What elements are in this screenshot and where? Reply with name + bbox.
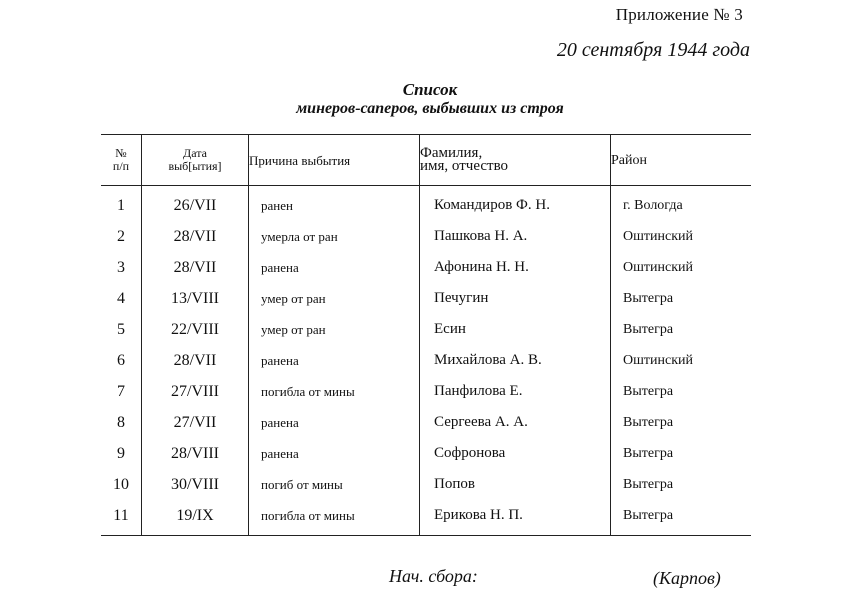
appendix-label: Приложение № 3 <box>615 5 743 24</box>
cell-number: 5 <box>117 320 125 338</box>
table-row <box>101 283 751 314</box>
table-row <box>101 252 751 283</box>
column-header-name: Фамилия, имя, отчество <box>420 135 611 186</box>
cell-reason: ранен <box>249 186 420 222</box>
cell-number: 7 <box>117 382 125 400</box>
table-row <box>101 500 751 536</box>
cell-district: Вытегра <box>611 314 752 345</box>
cell-district: г. Вологда <box>611 186 752 222</box>
document-date: 20 сентября 1944 года <box>556 39 750 61</box>
cell-date: 19/IX <box>142 500 249 536</box>
cell-name: Сергеева А. А. <box>420 407 611 438</box>
cell-reason: погиб от мины <box>249 469 420 500</box>
column-header-number: № п/п <box>101 135 142 186</box>
cell-district: Вытегра <box>611 407 752 438</box>
casualty-table <box>101 134 751 536</box>
cell-date: 27/VII <box>142 407 249 438</box>
cell-reason: ранена <box>249 438 420 469</box>
table-row <box>101 221 751 252</box>
cell-name: Попов <box>420 469 611 500</box>
cell-reason: ранена <box>249 407 420 438</box>
cell-name: Ерикова Н. П. <box>420 500 611 536</box>
cell-number: 9 <box>117 444 125 462</box>
table-row <box>101 345 751 376</box>
cell-name: Михайлова А. В. <box>420 345 611 376</box>
cell-date: 28/VII <box>142 252 249 283</box>
cell-reason: ранена <box>249 252 420 283</box>
cell-date: 30/VIII <box>142 469 249 500</box>
cell-name: Афонина Н. Н. <box>420 252 611 283</box>
cell-date: 28/VIII <box>142 438 249 469</box>
cell-name: Командиров Ф. Н. <box>420 186 611 222</box>
cell-reason: умер от ран <box>249 283 420 314</box>
cell-district: Вытегра <box>611 500 752 536</box>
table-row <box>101 438 751 469</box>
document-title <box>200 80 660 118</box>
cell-date: 22/VIII <box>142 314 249 345</box>
table-row <box>101 376 751 407</box>
casualty-table-wrap <box>101 134 747 536</box>
cell-date: 28/VII <box>142 221 249 252</box>
cell-name: Панфилова Е. <box>420 376 611 407</box>
table-row <box>101 469 751 500</box>
cell-number: 6 <box>117 351 125 369</box>
cell-district: Оштинский <box>611 221 752 252</box>
cell-name: Есин <box>420 314 611 345</box>
title-main: Список <box>402 80 458 99</box>
cell-number: 4 <box>117 289 125 307</box>
signature-position: Нач. сбора: <box>389 566 478 586</box>
title-subtitle: минеров-саперов, выбывших из строя <box>296 100 564 117</box>
cell-date: 27/VIII <box>142 376 249 407</box>
cell-reason: погибла от мины <box>249 376 420 407</box>
table-body <box>101 186 751 536</box>
cell-district: Оштинский <box>611 345 752 376</box>
cell-reason: умер от ран <box>249 314 420 345</box>
cell-reason: ранена <box>249 345 420 376</box>
signer-name: (Карпов) <box>653 568 721 588</box>
cell-district: Вытегра <box>611 438 752 469</box>
cell-number: 2 <box>117 227 125 245</box>
cell-number: 10 <box>113 475 129 493</box>
cell-district: Вытегра <box>611 283 752 314</box>
cell-number: 3 <box>117 258 125 276</box>
column-header-district: Район <box>611 135 752 186</box>
cell-district: Вытегра <box>611 376 752 407</box>
table-row <box>101 186 751 222</box>
table-header-row <box>101 135 751 186</box>
cell-number: 11 <box>101 500 142 536</box>
cell-name: Печугин <box>420 283 611 314</box>
cell-district: Вытегра <box>611 469 752 500</box>
column-header-date: Дата выб[ытия] <box>142 135 249 186</box>
cell-name: Пашкова Н. А. <box>420 221 611 252</box>
cell-district: Оштинский <box>611 252 752 283</box>
cell-name: Софронова <box>420 438 611 469</box>
cell-reason: умерла от ран <box>249 221 420 252</box>
table-row <box>101 407 751 438</box>
column-header-reason: Причина выбытия <box>249 135 420 186</box>
cell-date: 28/VII <box>142 345 249 376</box>
cell-date: 26/VII <box>142 186 249 222</box>
table-row <box>101 314 751 345</box>
cell-date: 13/VIII <box>142 283 249 314</box>
cell-number: 8 <box>117 413 125 431</box>
cell-reason: погибла от мины <box>249 500 420 536</box>
cell-number: 1 <box>117 196 125 214</box>
